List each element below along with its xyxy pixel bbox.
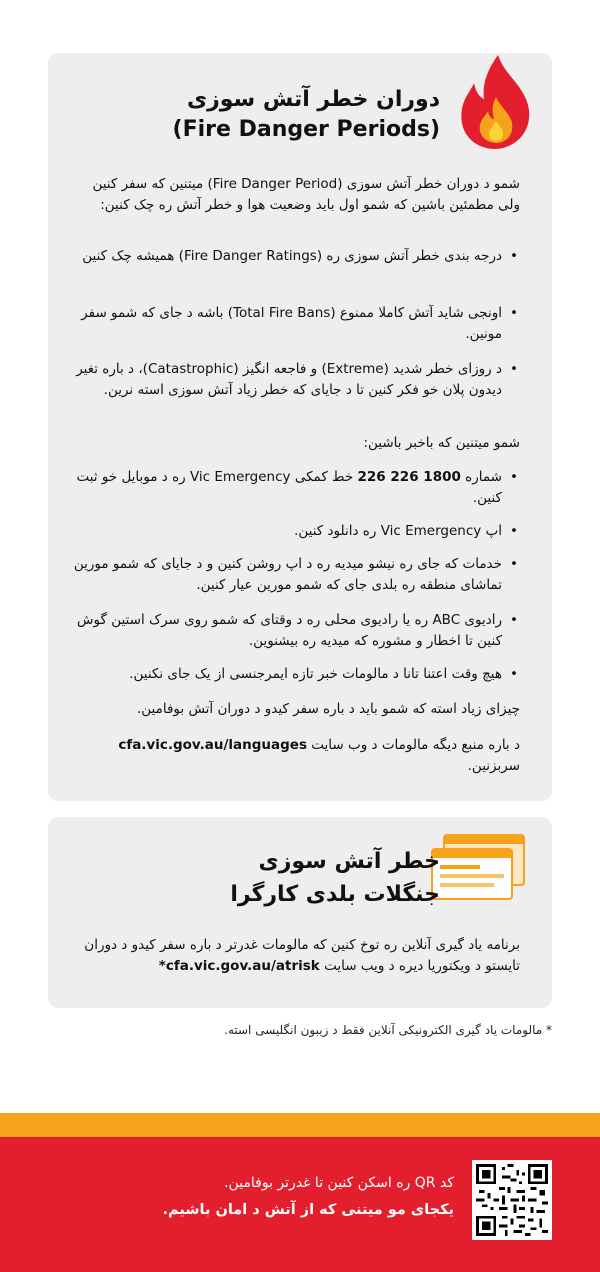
fire-icon bbox=[456, 53, 536, 153]
card-title bbox=[140, 85, 440, 145]
bullet-dot: • bbox=[510, 305, 518, 321]
list-item bbox=[70, 554, 520, 596]
title-line-2: جنگلات بلدی کارگرا bbox=[230, 882, 440, 907]
list-item bbox=[70, 664, 520, 685]
list-item bbox=[70, 467, 520, 509]
footnote: * مالومات یاد گیری الکترونیکی آنلاین فقط د زیبون انگلیسی استه. bbox=[224, 1023, 552, 1037]
bullet-dot: • bbox=[510, 469, 518, 485]
bullet-dot: • bbox=[510, 523, 518, 539]
workers-fire-risk-card bbox=[48, 817, 552, 1008]
title-farsi: دوران خطر آتش سوزی bbox=[186, 87, 440, 112]
atrisk-link[interactable]: cfa.vic.gov.au/atrisk* bbox=[158, 958, 320, 974]
intro-paragraph: شمو د دوران خطر آتش سوزی (Fire Danger Period) میتنین که سفر کنین ولی مطمئین باشین که شمو اول باید وضعیت هوا و خطر آتش ره چک کنین: bbox=[92, 176, 520, 213]
bullet-dot: • bbox=[510, 556, 518, 572]
list-item bbox=[70, 303, 520, 345]
subheading: شمو میتنین که باخبر باشین: bbox=[363, 435, 520, 451]
more-info-paragraph: چیزای زیاد استه که شمو باید د باره سفر کیدو د دوران آتش بوفامین. bbox=[136, 701, 520, 717]
list-item-text: اپ Vic Emergency ره دانلود کنین. bbox=[294, 523, 502, 539]
qr-code-icon bbox=[476, 1164, 548, 1236]
orange-band bbox=[0, 1113, 600, 1137]
languages-paragraph: د باره منبع دیگه مالومات د وب سایت cfa.vic.gov.au/languages سربزنین. bbox=[118, 737, 520, 774]
title-line-1: خطر آتش سوزی bbox=[258, 849, 440, 874]
list-item-text: شماره 1800 226 226 خط کمکی Vic Emergency ره د موبایل خو ثبت کنین. bbox=[76, 469, 502, 506]
card-title bbox=[140, 845, 440, 911]
list-item bbox=[70, 359, 520, 401]
scan-instruction: کد QR ره اسکن کنین تا غدرتر بوفامین. bbox=[224, 1175, 454, 1191]
list-item bbox=[70, 246, 520, 267]
title-english: (Fire Danger Periods) bbox=[172, 117, 440, 142]
online-course-icon bbox=[428, 833, 528, 903]
bullet-dot: • bbox=[510, 361, 518, 377]
list-item bbox=[70, 521, 520, 542]
list-item-text: درجه بندی خطر آتش سوزی ره (Fire Danger Ratings) همیشه چک کنین bbox=[82, 248, 502, 264]
footer-slogan: یکجای مو میتنی که از آتش د امان باشیم. bbox=[162, 1202, 454, 1218]
course-paragraph: برنامه یاد گیری آنلاین ره توخ کنین که مالومات غدرتر د باره سفر کیدو د دوران تایستو د ویکتوریا دیره د ویب سایت cfa.vic.gov.au/atrisk* bbox=[84, 937, 520, 974]
list-item-text: رادیوی ABC ره یا رادیوی محلی ره د وقتای که شمو روی سرک استین گوش کنین تا اخطار و مشوره که میدیه ره بیشنوین. bbox=[77, 612, 502, 649]
bullet-dot: • bbox=[510, 248, 518, 264]
list-item-text: اونجی شاید آتش کاملا ممنوع (Total Fire Bans) باشه د جای که شمو سفر مونین. bbox=[81, 305, 502, 342]
bullet-dot: • bbox=[510, 612, 518, 628]
list-item-text: هیچ وقت اعتنا تانا د مالومات خبر تازه ایمرجنسی از یک جای نکنین. bbox=[129, 666, 502, 682]
bullet-dot: • bbox=[510, 666, 518, 682]
list-item-text: خدمات که جای ره نیشو میدیه ره د اپ روشن کنین و د جایای که شمو مورین تماشای منطقه ره بلدی جای که شمو مورین عیار کنین. bbox=[73, 556, 502, 593]
languages-link[interactable]: cfa.vic.gov.au/languages bbox=[118, 737, 307, 753]
list-item bbox=[70, 610, 520, 652]
list-item-text: د روزای خطر شدید (Extreme) و فاجعه انگیز (Catastrophic)، د باره تغیر دیدون پلان خو فکر کنین تا د جایای که خطر زیاد آتش سوزی استه نرین. bbox=[76, 361, 502, 398]
fire-danger-periods-card bbox=[48, 53, 552, 801]
qr-code[interactable] bbox=[472, 1160, 552, 1240]
phone-number: 1800 226 226 bbox=[357, 469, 461, 485]
